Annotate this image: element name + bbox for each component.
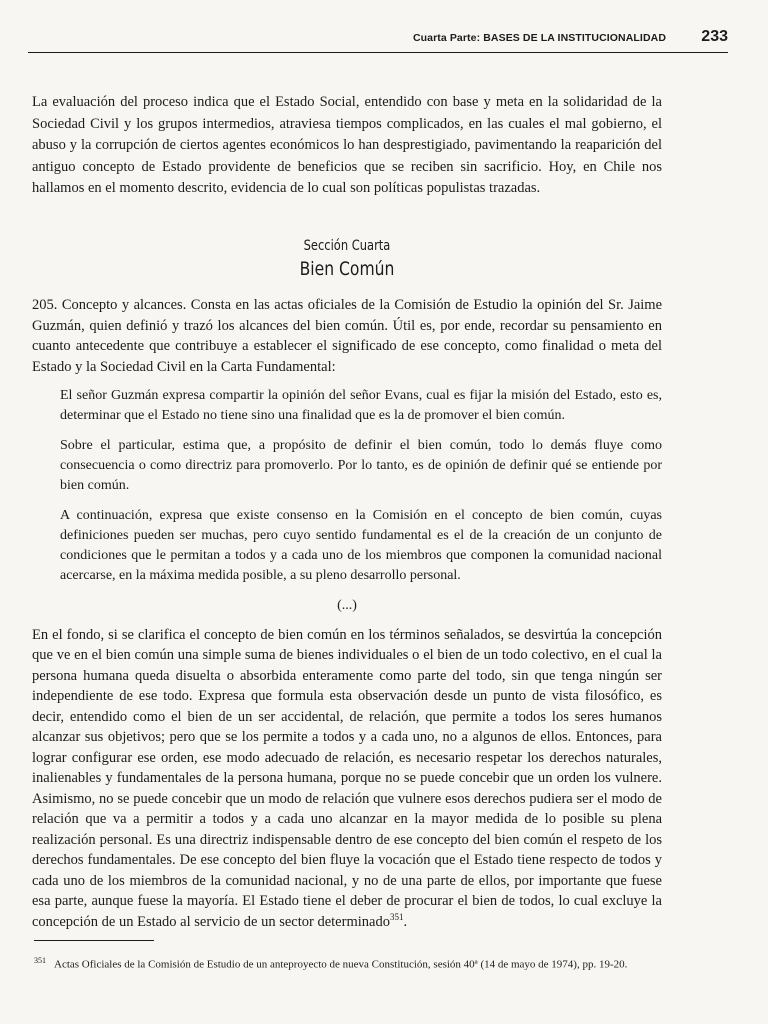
article-text: Consta en las actas oficiales de la Comisión de Estudio la opinión del Sr. Jaime Guzmán, quien definió y trazó los alcances del bien común. Útil es, por ende, recordar su pensamiento en cuanto antecedente que contribuye a establecer el significado de ese concepto, como finalidad o meta del Estado y la Sociedad Civil en la Carta Fundamental: <box>32 297 663 375</box>
quote-paragraph: El señor Guzmán expresa compartir la opinión del señor Evans, cual es fijar la misión del Estado, esto es, determinar que el Estado no tiene sino una finalidad que es la de promover el bien común. <box>60 388 662 423</box>
part-title: BASES DE LA INSTITUCIONALIDAD <box>483 32 666 44</box>
article-number: 205. <box>32 297 58 313</box>
section-title: Bien Común <box>299 258 395 280</box>
footnote-reference[interactable]: 351 <box>389 911 404 922</box>
main-block <box>32 295 662 932</box>
intro-paragraph: La evaluación del proceso indica que el Estado Social, entendido con base y meta en la solidaridad de la Sociedad Civil y los grupos intermedios, atraviesa tiempos complicados, en las cuales el mal gobierno, el abuso y la corrupción de ciertos agentes económicos lo han desprestigiado, pavimentando la reaparición del antiguo concepto de Estado providente de beneficios que se reciben sin sacrificio. Hoy, en Chile nos hallamos en el momento descrito, evidencia de lo cual son políticas populistas trazadas. <box>32 94 662 196</box>
block-quote <box>60 386 662 586</box>
closing-paragraph: En el fondo, si se clarifica el concepto de bien común en los términos señalados, se desvirtúa la concepción que ve en el bien común una simple suma de bienes individuales o el bien de un todo colectivo, en el cual la persona humana queda disuelta o absorbida enteramente como parte del todo, sin que tenga ningún ser independiente de ese todo. Expresa que formula esta observación desde un punto de vista filosófico, es decir, entendido como el bien de un ser accidental, de relación, que permite a todos los seres humanos alcanzar sus objetivos; pero que se los permite a todos y a cada uno, no a algunos de ellos. Entonces, para lograr configurar ese orden, ese modo adecuado de relación, es necesario respetar los derechos naturales, inalienables y fundamentales de la persona humana, porque no se puede concebir que un orden los vulnere. Asimismo, no se puede concebir que un modo de relación que vulnere esos derechos pudiera ser el modo de relación que va a permitir a todos y a cada uno alcanzar en la mayor medida de lo posible su plena realización personal. Es una directriz indispensable dentro de ese concepto del bien común el respeto de los derechos fundamentales. De ese concepto del bien fluye la vocación que el Estado tiene respecto de todos y cada uno de los miembros de la comunidad nacional, y no de una parte de ellos, por importante que fuese esa parte, aunque fuese la mayoría. El Estado tiene el deber de procurar el bien de todos, lo cual excluye la concepción de un Estado al servicio de un sector determinado$^{351}$. <box>32 626 662 930</box>
page-number: 233 <box>701 28 728 45</box>
section-label: Sección Cuarta <box>303 238 391 254</box>
running-title <box>413 32 666 44</box>
footnote-divider <box>34 940 154 941</box>
running-header <box>28 26 728 53</box>
closing-text: En el fondo, si se clarifica el concepto de bien común en los términos señalados, se desvirtúa la concepción que ve en el bien común una simple suma de bienes individuales o el bien de un todo colectivo, en el cual la persona humana queda disuelta o absorbida enteramente como parte del todo, sin que tenga ningún ser independiente de ese todo. Expresa que formula esta observación desde un punto de vista filosófico, es decir, entendido como el bien de un ser accidental, de relación, que permite a todos los seres humanos alcanzar sus objetivos; pero que se los permite a todos y a cada uno, no a algunos de ellos. Entonces, para lograr configurar ese orden, ese modo adecuado de relación, es necesario respetar los derechos naturales, inalienables y fundamentales de la persona humana, porque no se puede concebir que un orden los vulnere. Asimismo, no se puede concebir que un modo de relación que vulnere esos derechos pudiera ser el modo de relación que va a permitir a todos y a cada uno alcanzar en la mayor medida de lo posible su plena realización personal. Es una directriz indispensable dentro de ese concepto del bien común el respeto de los derechos fundamentales. De ese concepto del bien fluye la vocación que el Estado tiene respecto de todos y cada uno de los miembros de la comunidad nacional, y no de una parte de ellos, por importante que fuese esa parte, aunque fuese la mayoría. El Estado tiene el deber de procurar el bien de todos, lo cual excluye la concepción de un Estado al servicio de un sector determinado <box>32 626 662 930</box>
omission-marker: (...) <box>337 598 357 613</box>
quote-paragraph: A continuación, expresa que existe consenso en la Comisión en el concepto de bien común, cuyas definiciones pueden ser muchas, pero cuyo sentido fundamental es el de la creación de un conjunto de condiciones que le permitan a todos y a cada uno de los miembros que componen la comunidad nacional acercarse, en la máxima medida posible, a su pleno desarrollo personal. <box>60 508 662 583</box>
article-paragraph <box>32 295 662 377</box>
footnote <box>34 952 664 974</box>
section-heading <box>32 236 662 282</box>
intro-block <box>32 92 662 200</box>
footnote-marker: 351 <box>34 956 46 965</box>
part-label: Cuarta Parte: <box>412 32 481 44</box>
article-heading: Concepto y alcances. <box>61 297 187 313</box>
quote-paragraph: Sobre el particular, estima que, a propósito de definir el bien común, todo lo demás fluye como consecuencia o como directriz para promoverlo. Por lo tanto, es de opinión de definir qué se entiende por bien común. <box>60 438 662 493</box>
footnote-text: Actas Oficiales de la Comisión de Estudio de un anteproyecto de nueva Constitución, sesión 40ª (14 de mayo de 1974), pp. 19-20. <box>54 958 628 971</box>
